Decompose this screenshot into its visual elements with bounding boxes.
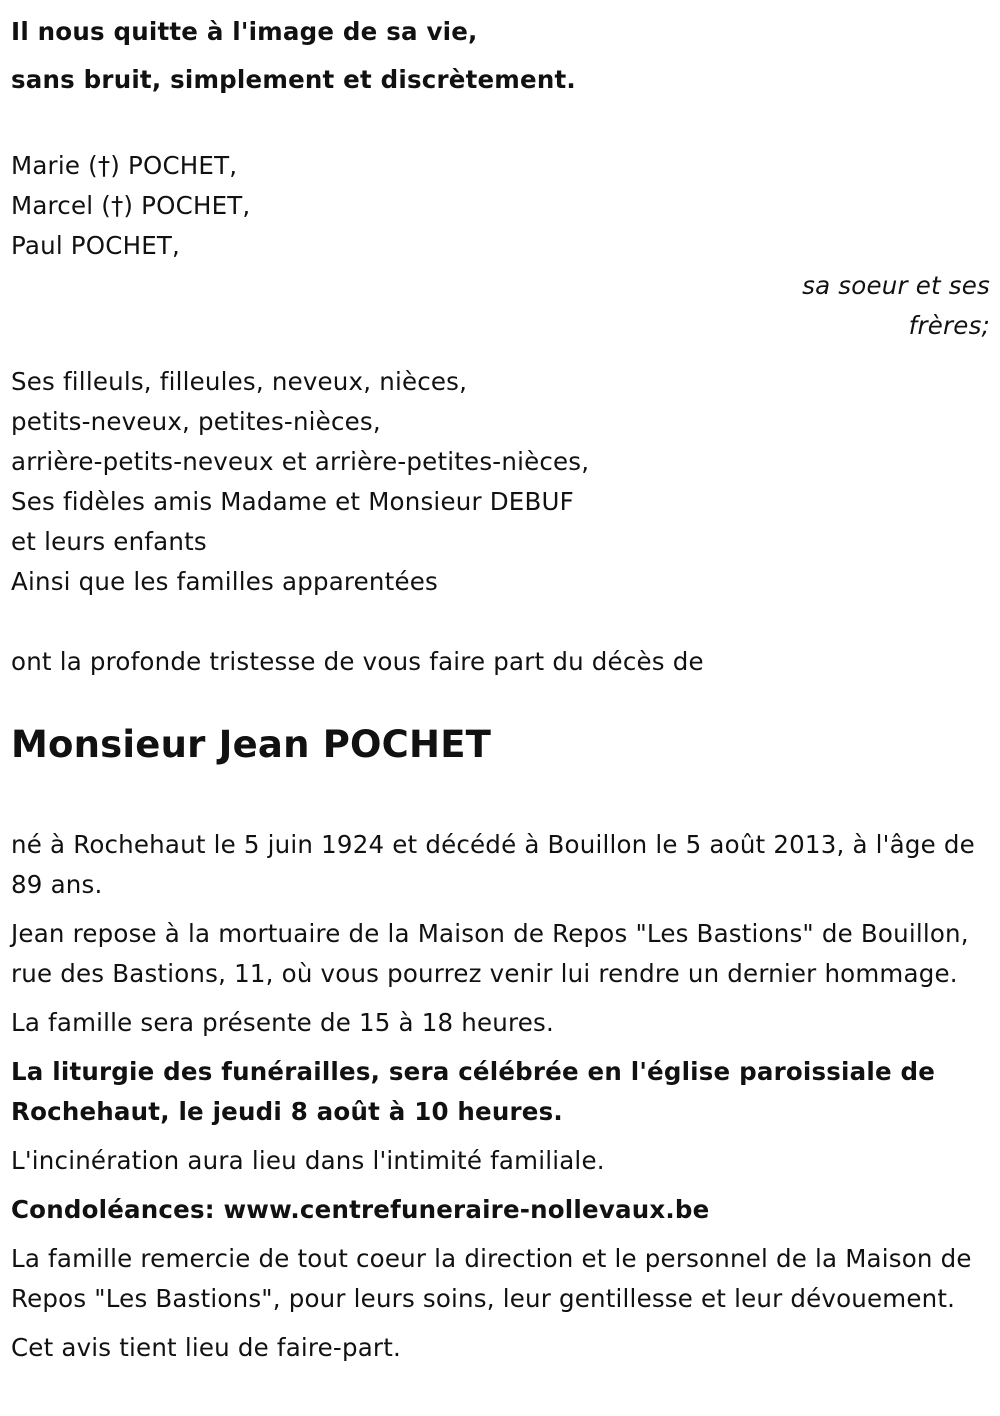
relative-line: Ainsi que les familles apparentées	[11, 567, 438, 596]
closing-note: Cet avis tient lieu de faire-part.	[11, 1333, 401, 1362]
sibling-name: Marie (†) POCHET,	[11, 151, 238, 180]
relative-line: et leurs enfants	[11, 527, 207, 556]
intro-line-1: Il nous quitte à l'image de sa vie,	[11, 17, 478, 46]
relative-line: Ses fidèles amis Madame et Monsieur DEBUF	[11, 487, 574, 516]
details-section	[11, 825, 990, 1368]
announcement: ont la profonde tristesse de vous faire part du décès de	[11, 647, 704, 676]
intro-quote	[11, 8, 990, 104]
other-relatives	[11, 362, 990, 602]
birth-death-info: né à Rochehaut le 5 juin 1924 et décédé à Bouillon le 5 août 2013, à l'âge de 89 ans.	[11, 830, 975, 899]
thanks-info: La famille remercie de tout coeur la direction et le personnel de la Maison de Repos "Les Bastions", pour leurs soins, leur gentillesse et leur dévouement.	[11, 1244, 972, 1313]
deceased-name: Monsieur Jean POCHET	[11, 723, 492, 766]
sibling-name: Paul POCHET,	[11, 231, 181, 260]
relation-line-2: frères;	[908, 311, 990, 340]
relation-line-1: sa soeur et ses	[802, 271, 990, 300]
relative-line: arrière-petits-neveux et arrière-petites-nièces,	[11, 447, 590, 476]
incineration-info: L'incinération aura lieu dans l'intimité familiale.	[11, 1146, 605, 1175]
presence-info: La famille sera présente de 15 à 18 heures.	[11, 1008, 554, 1037]
condolences-info: Condoléances: www.centrefuneraire-nollevaux.be	[11, 1195, 710, 1224]
relative-line: Ses filleuls, filleules, neveux, nièces,	[11, 367, 468, 396]
relation-label	[11, 266, 990, 346]
relative-line: petits-neveux, petites-nièces,	[11, 407, 381, 436]
repose-info: Jean repose à la mortuaire de la Maison de Repos "Les Bastions" de Bouillon, rue des Bastions, 11, où vous pourrez venir lui rendre un dernier hommage.	[11, 919, 969, 988]
intro-line-2: sans bruit, simplement et discrètement.	[11, 65, 576, 94]
liturgy-info: La liturgie des funérailles, sera célébrée en l'église paroissiale de Rochehaut, le jeudi 8 août à 10 heures.	[11, 1057, 936, 1126]
obituary-page	[0, 8, 1000, 1416]
siblings-list	[11, 146, 990, 266]
sibling-name: Marcel (†) POCHET,	[11, 191, 251, 220]
